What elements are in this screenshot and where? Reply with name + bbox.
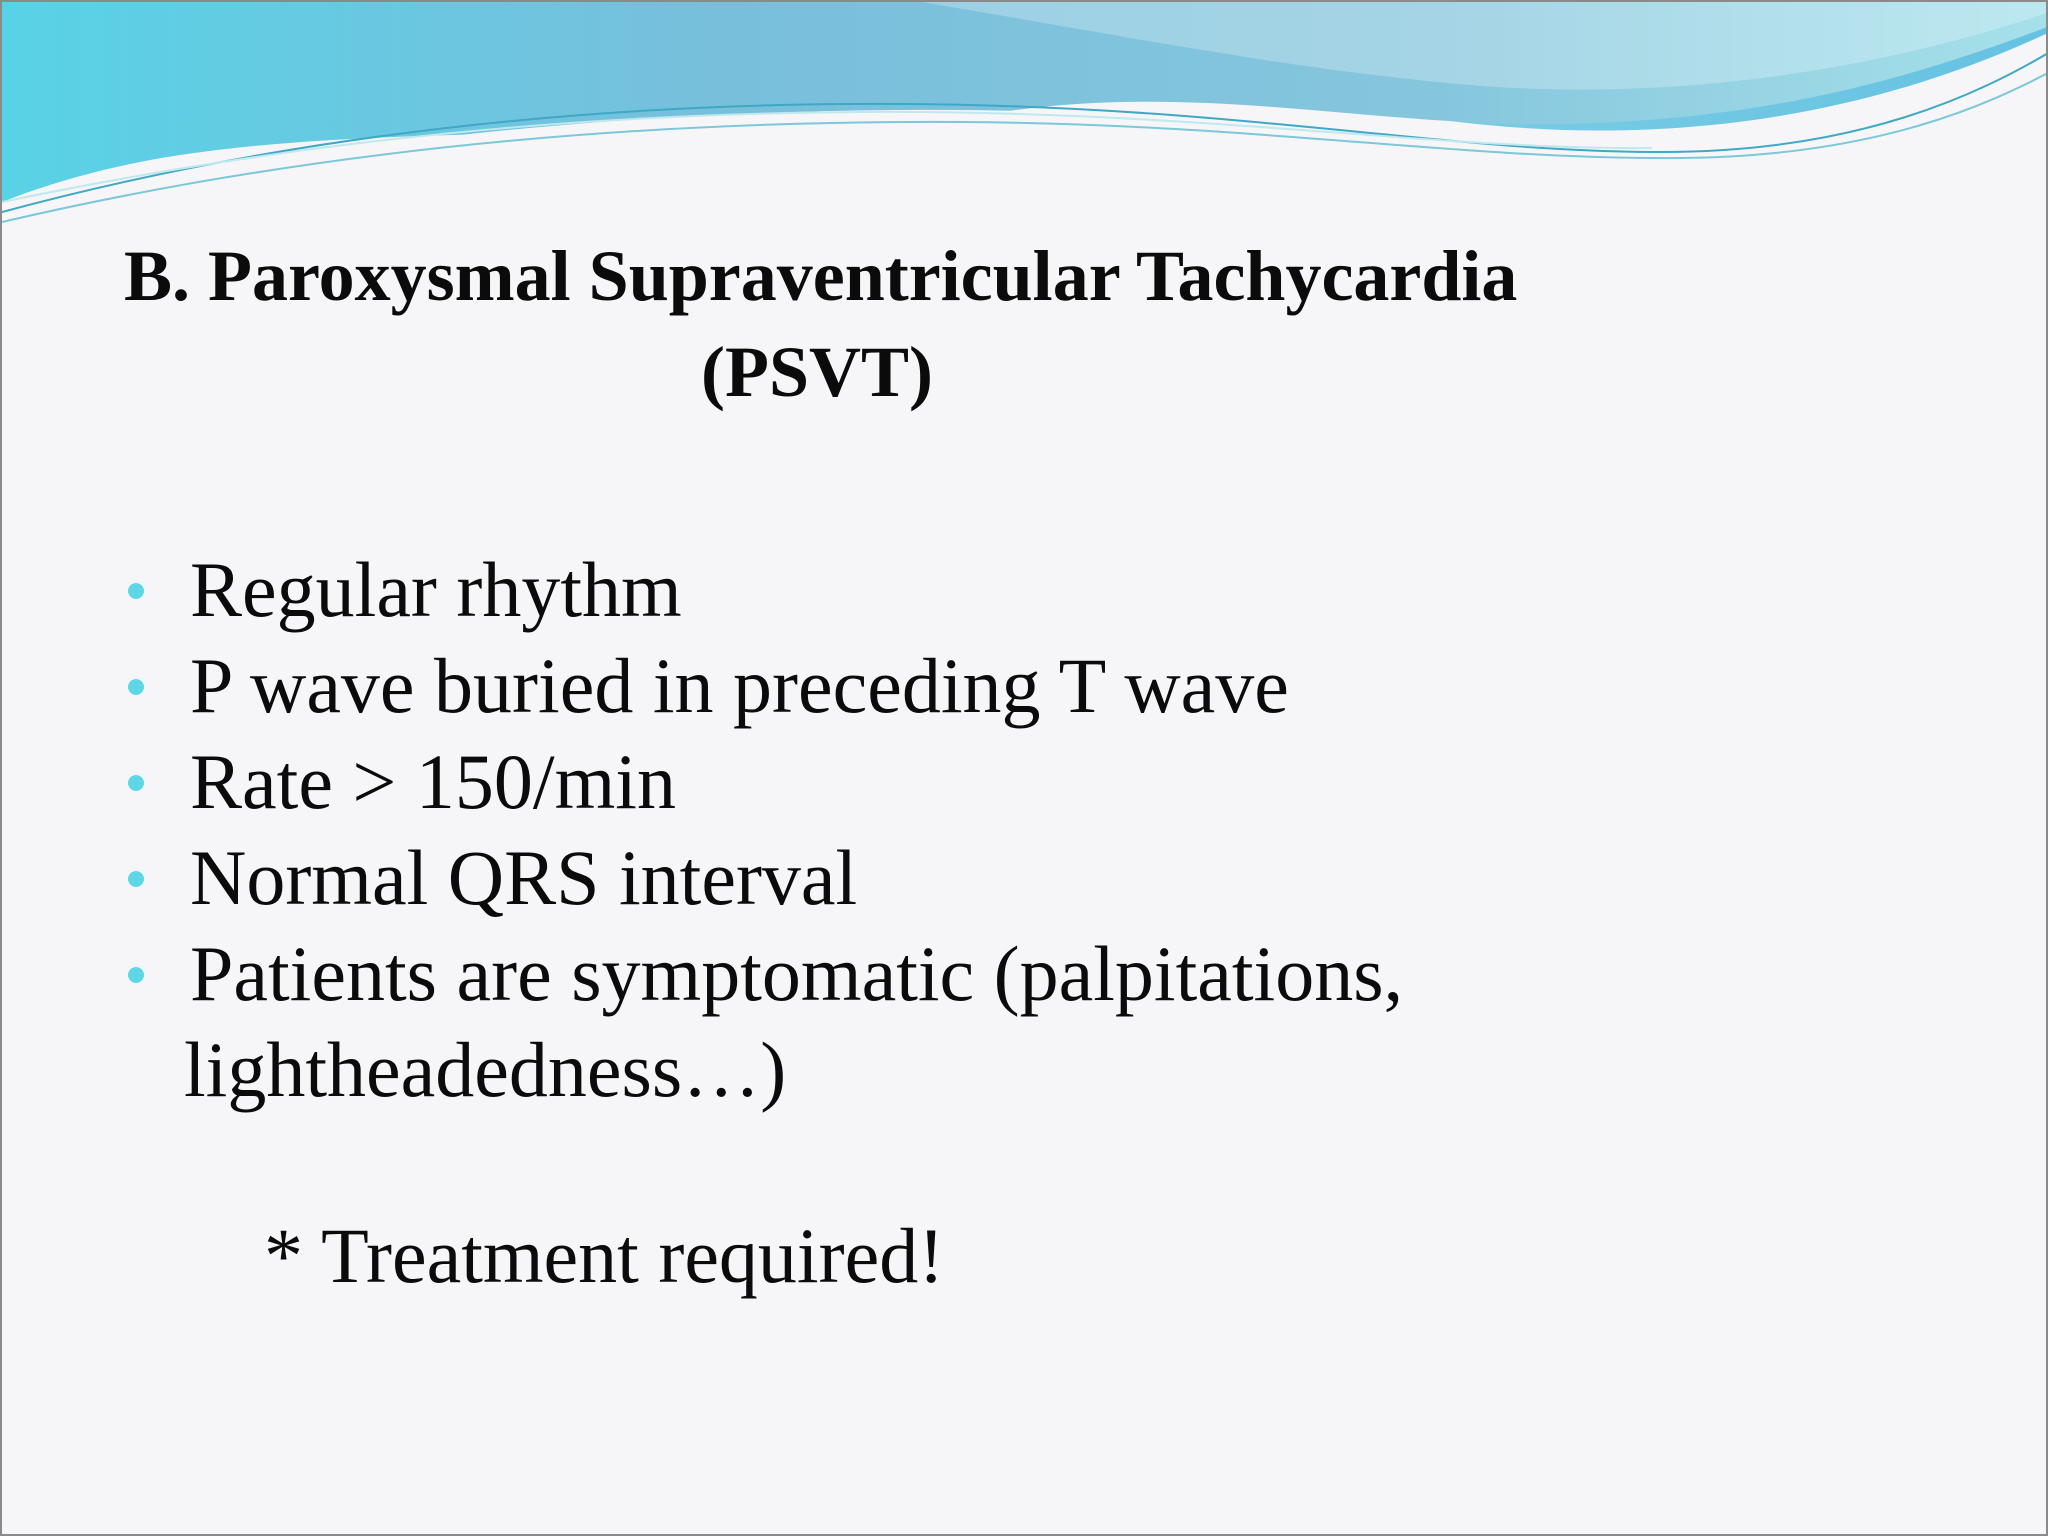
bullet-list (124, 542, 1924, 1118)
bullet-item (124, 638, 1924, 734)
bullet-dot-icon (128, 679, 144, 695)
bullet-dot-icon (128, 775, 144, 791)
bullet-text: Patients are symptomatic (palpitations, lightheadedness…) (184, 930, 1404, 1113)
bullet-item (124, 926, 1690, 1118)
title-line-2: (PSVT) (701, 332, 933, 412)
wave-header-decoration (2, 2, 2048, 242)
bullet-dot-icon (128, 583, 144, 599)
title-line-1: B. Paroxysmal Supraventricular Tachycardia (124, 236, 1518, 316)
bullet-item (124, 830, 1924, 926)
bullet-item (124, 734, 1924, 830)
bullet-item (124, 542, 1924, 638)
bullet-text: Regular rhythm (190, 546, 682, 633)
slide-title (124, 228, 1824, 420)
treatment-note: * Treatment required! (264, 1212, 945, 1299)
bullet-dot-icon (128, 871, 144, 887)
bullet-text: Normal QRS interval (190, 834, 858, 921)
bullet-dot-icon (128, 967, 144, 983)
bullet-text: Rate > 150/min (190, 738, 676, 825)
bullet-text: P wave buried in preceding T wave (190, 642, 1289, 729)
